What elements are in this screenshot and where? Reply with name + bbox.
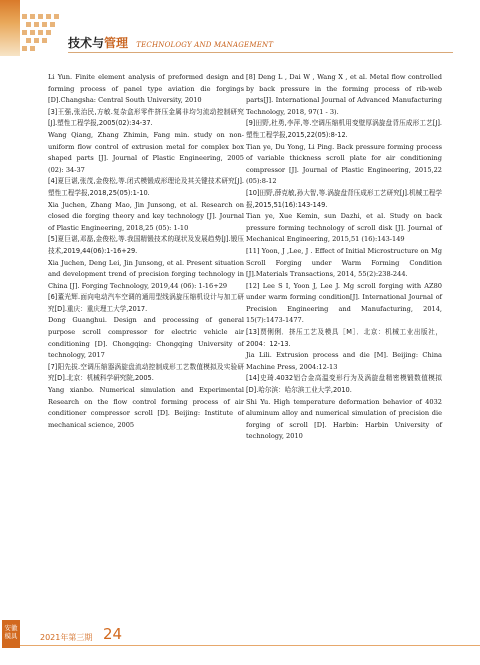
reference-entry: [5]夏巨谌,邓磊,金俊松,等.我国精锻技术的现状及发展趋势[J].锻压技术,2019,44(06):1-16+29. — [48, 235, 244, 255]
logo-line-2: 模具 — [4, 632, 18, 640]
header-rule — [68, 52, 453, 53]
journal-logo — [2, 620, 20, 648]
page-footer — [0, 618, 480, 665]
reference-entry: Tian ye, Du Yong, Li Ping. Back pressure forming process of variable thickness scroll plate for air conditioning compressor [J]. Journal of Plastic Engineering, 2015,22 (05):8-12 — [246, 142, 442, 186]
reference-entry: Xia Juchen, Zhang Mao, Jin Junsong, et al. Research on closed die forging theory and key technology [J]. Journal of Plastic Engineering, 2018,25 (05): 1-10 — [48, 200, 244, 232]
reference-entry: Jia Lili. Extrusion process and die [M]. Beijing: China Machine Press, 2004:12-13 — [246, 351, 442, 371]
reference-entry: Shi Yu. High temperature deformation behavior of 4032 aluminum alloy and numerical simulation of precision die forging of scroll [D]. Harbin: Harbin University of technology, 2010 — [246, 397, 442, 441]
reference-entry: [12] Lee S I, Yoon J, Lee J. Mg scroll forging with AZ80 under warm forming condition[J]. International Journal of Precision Engineering and Manufacturing, 2014, 15(7):1473-1477. — [246, 281, 442, 325]
reference-entry: Li Yun. Finite element analysis of preformed design and forming process of panel type aviation die forgings [D].Changsha: Central South University, 2010 — [48, 73, 244, 105]
references-left-column — [48, 72, 244, 431]
header-dot-pattern — [22, 14, 66, 54]
header-color-bar — [0, 0, 20, 56]
section-title-part-a: 技术与 — [68, 36, 105, 50]
references-right-column — [246, 72, 442, 443]
reference-entry: [8] Deng L , Dai W , Wang X , et al. Metal flow controlled by back pressure in the forming process of rib-web parts[J]. International Journal of Advanced Manufacturing Technology, 2018, 97(1 - 3). — [246, 73, 442, 116]
reference-entry: [7]阳先拔.空调压缩器涡旋盘流动控制成形工艺数值模拟及实验研究[D].北京：机械科学研究院,2005. — [48, 362, 244, 383]
reference-entry: [9]田野,杜勇,李萍,等.空调压缩机用变壁厚涡旋盘背压成形工艺[J].塑性工程学报,2015,22(05):8-12. — [246, 119, 442, 139]
reference-entry: [3]王强,张治民,方敏.复杂盒形零件挤压金属非均匀流动控制研究[J].塑性工程学报,2005(02):34-37. — [48, 107, 244, 128]
logo-line-1: 安徽 — [4, 624, 18, 632]
reference-entry: [14]史琦.4032铝合金高温变形行为及涡旋盘精密模锻数值模拟[D].哈尔滨：哈尔滨工业大学,2010. — [246, 374, 442, 395]
reference-entry: Wang Qiang, Zhang Zhimin, Fang min. study on non-uniform flow control of extrusion metal for complex box shaped parts [J]. Journal of Plastic Engineering, 2005 (02): 34-37 — [48, 130, 244, 174]
footer-rule — [20, 645, 480, 646]
reference-entry: [6]董光辉.面向电动汽车空调的通用型线涡旋压缩机设计与加工研究[D].重庆：重庆理工大学,2017. — [48, 293, 244, 313]
reference-entry: [10]田野,薛克敏,孙大智,等.涡旋盘背压成形工艺研究[J].机械工程学报,2015,51(16):143-149. — [246, 188, 442, 209]
reference-entry: Yang xianbo. Numerical simulation and Experimental Research on the flow control forming process of air conditioner compressor scroll [D]. Beijing: Institute of mechanical science, 2005 — [48, 386, 244, 429]
reference-entry: [4]夏巨谌,张茂,金俊松,等.闭式模锻成形理论及其关键技术研究[J].塑性工程学报,2018,25(05):1-10. — [48, 177, 244, 197]
reference-entry: [13]贾俐俐．挤压工艺及模具［M］．北京：机械工业出版社，2004：12-13. — [246, 328, 442, 348]
reference-entry: Dong Guanghui. Design and processing of general purpose scroll compressor for electric vehicle air conditioning [D]. Chongqing: Chongqing University of technology, 2017 — [48, 316, 244, 360]
section-title — [68, 34, 273, 51]
page-number: 24 — [103, 625, 123, 643]
section-subtitle: TECHNOLOGY AND MANAGEMENT — [136, 41, 274, 49]
reference-entry: Tian ye, Xue Kemin, sun Dazhi, et al. Study on back pressure forming technology of scroll disk [J]. Journal of Mechanical Engineering, 2015,51 (16):143-149 — [246, 212, 442, 244]
reference-entry: [11] Yoon, J ,Lee, J . Effect of Initial Microstructure on Mg Scroll Forging under Warm Forming Condition [J].Materials Transactions, 2014, 55(2):238-244. — [246, 246, 442, 279]
reference-entry: Xia Juchen, Deng Lei, Jin Junsong, et al. Present situation and development trend of precision forging technology in China [J]. Forging Technology, 2019,44 (06): 1-16+29 — [48, 258, 244, 290]
page-header — [0, 0, 480, 56]
issue-label: 2021年第三期 — [40, 633, 93, 642]
section-title-part-b: 管理 — [104, 36, 129, 50]
